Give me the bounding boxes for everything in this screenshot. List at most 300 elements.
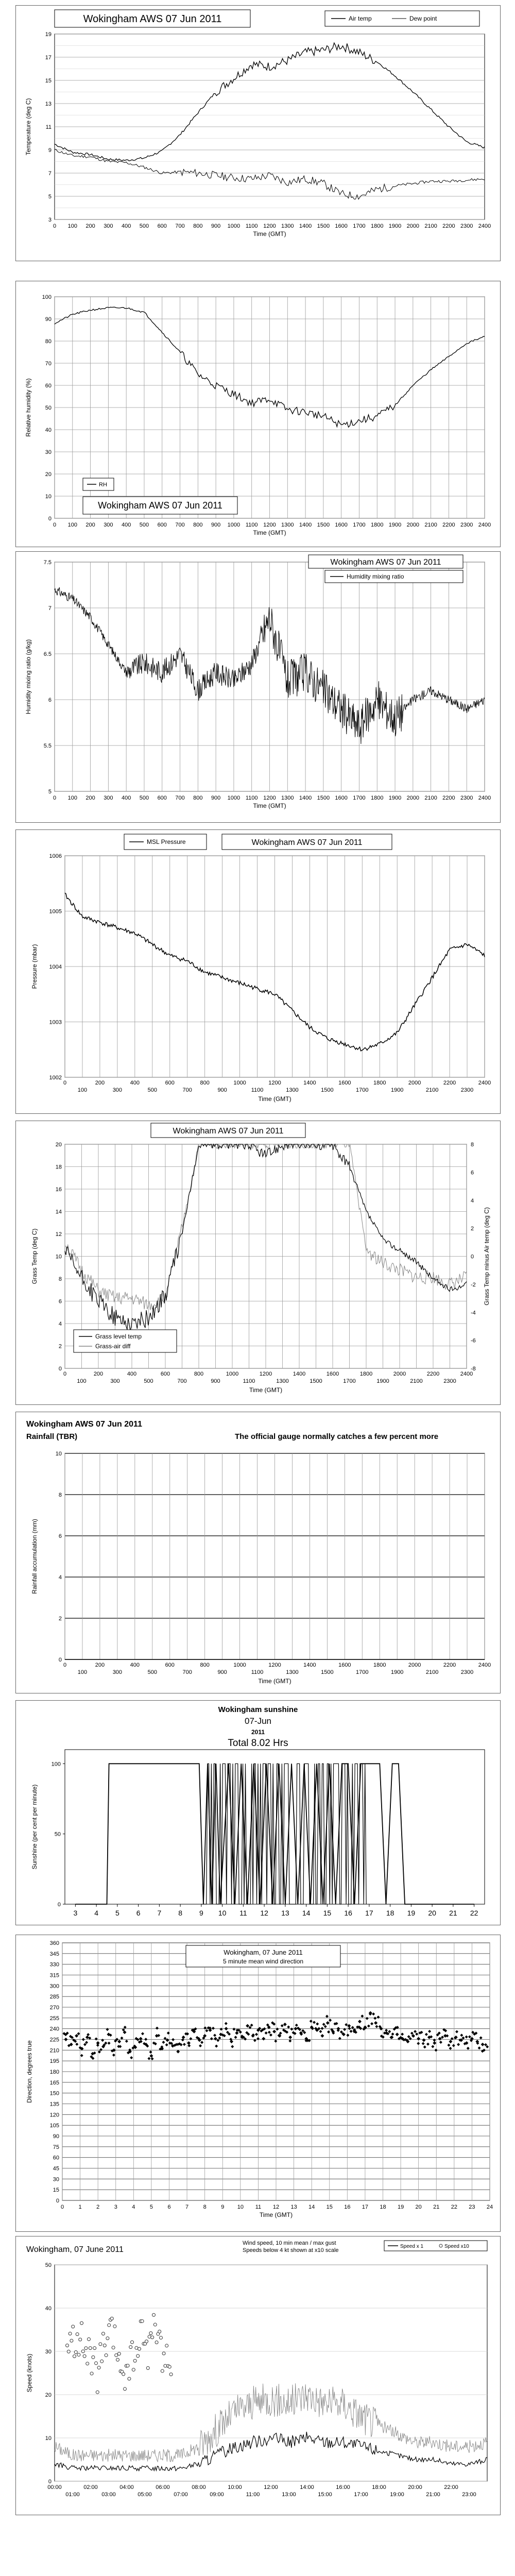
temp-xtick-label: 100 (67, 223, 77, 229)
legend-label: MSL Pressure (147, 838, 186, 845)
grass-xtick-label: 900 (211, 1378, 220, 1384)
chart-note: The official gauge normally catches a few percent more (235, 1432, 439, 1441)
legend-swatch (439, 2244, 442, 2247)
mslp-xtick-label: 1200 (268, 1080, 281, 1086)
rain-xtick-label: 400 (130, 1662, 140, 1668)
rh-xtick-label: 1700 (353, 522, 366, 528)
dir-xtick-label: 9 (221, 2204, 225, 2210)
mslp-xtick-label: 2100 (425, 1087, 439, 1093)
speed-x10-point (128, 2377, 131, 2380)
chart-title: Wokingham AWS 07 Jun 2011 (26, 1420, 142, 1429)
speed-x10-point (96, 2391, 99, 2394)
grass-xtick-label: 1600 (326, 1371, 339, 1377)
wind-xtick-label: 17:00 (354, 2492, 368, 2498)
mslp-xtick-label: 700 (182, 1087, 192, 1093)
mslp-xtick-label: 2300 (460, 1087, 474, 1093)
dir-xtick-label: 0 (60, 2204, 64, 2210)
wind-xtick-label: 13:00 (282, 2492, 296, 2498)
speed-x10-point (80, 2321, 83, 2325)
grass-ytick-label: 0 (58, 1366, 62, 1372)
rain-xtick-label: 1400 (303, 1662, 316, 1668)
speed-x10-point (115, 2353, 118, 2357)
grass-right-ytick-label: 4 (471, 1197, 474, 1204)
sun-xtick-label: 16 (344, 1909, 352, 1917)
temp-ytick-label: 7 (48, 171, 52, 177)
dir-xtick-label: 14 (308, 2204, 315, 2210)
dir-xtick-label: 24 (486, 2204, 493, 2210)
temp-ytick-label: 19 (45, 31, 52, 38)
temp-xtick-label: 800 (193, 223, 203, 229)
dir-ytick-label: 300 (49, 1983, 59, 1990)
chart-svg (16, 830, 500, 1113)
dir-ytick-label: 165 (49, 2079, 59, 2086)
hmr-xtick-label: 2000 (406, 795, 420, 801)
sun-xtick-label: 10 (218, 1909, 227, 1917)
rain-xtick-label: 900 (217, 1669, 227, 1675)
hmr-xtick-label: 1300 (281, 795, 294, 801)
dir-ytick-label: 360 (49, 1940, 59, 1946)
temp-xtick-label: 1800 (371, 223, 384, 229)
rh-ytick-label: 10 (45, 494, 52, 500)
chart-svg (16, 1412, 500, 1693)
grass-right-ytick-label: -4 (471, 1310, 476, 1316)
mslp-xtick-label: 2200 (443, 1080, 456, 1086)
sunshine-chart-panel (15, 1700, 501, 1925)
mslp-xtick-label: 1600 (338, 1080, 351, 1086)
mslp-ytick-label: 1004 (49, 964, 62, 970)
wind-xtick-label: 21:00 (426, 2492, 440, 2498)
grass-xtick-label: 1500 (310, 1378, 322, 1384)
grass-xtick-label: 500 (144, 1378, 153, 1384)
dir-xtick-label: 10 (237, 2204, 244, 2210)
temp-xtick-label: 1700 (353, 223, 366, 229)
hmr-xtick-label: 2200 (442, 795, 455, 801)
mslp-xtick-label: 600 (165, 1080, 175, 1086)
wind-ytick-label: 20 (45, 2392, 52, 2398)
temp-xtick-label: 1500 (317, 223, 330, 229)
dir-xtick-label: 15 (326, 2204, 333, 2210)
dir-ytick-label: 255 (49, 2015, 59, 2022)
speed-x10-point (89, 2347, 92, 2350)
hmr-xtick-label: 2400 (478, 795, 491, 801)
speed-x10-point (86, 2362, 89, 2365)
wind-xtick-label: 22:00 (444, 2484, 458, 2490)
speed-x10-point (105, 2354, 108, 2357)
temp-xtick-label: 2200 (442, 223, 455, 229)
sun-xtick-label: 11 (239, 1909, 247, 1917)
rain-xtick-label: 2400 (478, 1662, 491, 1668)
temp-xtick-label: 2400 (478, 223, 491, 229)
rain-xtick-label: 2300 (460, 1669, 474, 1675)
hmr-xtick-label: 2100 (424, 795, 437, 801)
grass-xtick-label: 200 (93, 1371, 104, 1377)
grass-ytick-label: 10 (55, 1253, 62, 1260)
chart-title: Wokingham AWS 07 Jun 2011 (83, 13, 222, 25)
rain-xtick-label: 1500 (321, 1669, 334, 1675)
chart-subtitle: Rainfall (TBR) (26, 1432, 78, 1441)
hmr-ytick-label: 6 (48, 697, 52, 703)
grass-ytick-label: 8 (58, 1276, 62, 1282)
wind-xtick-label: 20:00 (408, 2484, 422, 2490)
grass-xtick-label: 1000 (226, 1371, 239, 1377)
hmr-xtick-label: 1200 (263, 795, 276, 801)
chart-title: Wokingham, 07 June 2011 (224, 1948, 303, 1956)
speed-x10-point (99, 2343, 102, 2346)
dir-xtick-label: 16 (344, 2204, 351, 2210)
dir-xtick-label: 12 (272, 2204, 280, 2210)
sun-xtick-label: 6 (136, 1909, 141, 1917)
wind-xtick-label: 10:00 (228, 2484, 242, 2490)
mslp-ytick-label: 1002 (49, 1075, 62, 1081)
speed-x10-point (72, 2325, 75, 2328)
sun-ytick-label: 0 (57, 1902, 61, 1908)
rh-xtick-label: 2200 (442, 522, 455, 528)
sun-xtick-label: 12 (260, 1909, 268, 1917)
wind-ytick-label: 10 (45, 2435, 52, 2442)
grass-xtick-label: 2200 (426, 1371, 440, 1377)
speed-x10-point (162, 2352, 165, 2355)
hmr-xtick-label: 300 (104, 795, 113, 801)
x-axis-label: Time (GMT) (258, 1095, 291, 1103)
grass-xtick-label: 1400 (293, 1371, 306, 1377)
chart-svg (16, 1121, 500, 1404)
dir-xtick-label: 17 (362, 2204, 369, 2210)
grass-xtick-label: 2300 (443, 1378, 456, 1384)
speed-x10-point (149, 2332, 152, 2335)
speed-x10-point (151, 2336, 154, 2339)
temp-xtick-label: 2000 (406, 223, 420, 229)
sun-xtick-label: 8 (178, 1909, 183, 1917)
dir-ytick-label: 30 (53, 2176, 59, 2183)
rh-xtick-label: 500 (139, 522, 149, 528)
x-axis-label: Time (GMT) (249, 1386, 283, 1394)
grass-xtick-label: 100 (77, 1378, 87, 1384)
speed-x10-point (81, 2350, 84, 2353)
hmr-xtick-label: 700 (175, 795, 185, 801)
rh-xtick-label: 200 (85, 522, 95, 528)
rh-xtick-label: 1400 (299, 522, 312, 528)
legend-label: Air temp (349, 15, 372, 22)
dir-ytick-label: 0 (56, 2198, 59, 2204)
x-axis-label: Time (GMT) (259, 2211, 293, 2218)
temp-xtick-label: 300 (104, 223, 113, 229)
temp-xtick-label: 2100 (424, 223, 437, 229)
grass-right-ytick-label: 6 (471, 1170, 474, 1176)
rainfall-chart-panel (15, 1412, 501, 1693)
wind-speed-chart-panel (15, 2236, 501, 2515)
temp-xtick-label: 1100 (245, 223, 258, 229)
dir-xtick-label: 22 (451, 2204, 457, 2210)
grass-ytick-label: 6 (58, 1298, 62, 1305)
dir-ytick-label: 330 (49, 1961, 59, 1968)
chart-title: Wokingham sunshine (218, 1705, 298, 1714)
rh-ytick-label: 90 (45, 316, 52, 323)
dir-ytick-label: 180 (49, 2069, 59, 2075)
wind-xtick-label: 00:00 (47, 2484, 62, 2490)
y-axis-label: Sunshine (per cent per minute) (31, 1784, 38, 1870)
sun-xtick-label: 18 (386, 1909, 394, 1917)
wind-xtick-label: 09:00 (210, 2492, 224, 2498)
temp-xtick-label: 700 (175, 223, 185, 229)
wind-xtick-label: 18:00 (372, 2484, 386, 2490)
wind-xtick-label: 07:00 (174, 2492, 188, 2498)
rh-xtick-label: 1600 (335, 522, 348, 528)
sun-xtick-label: 4 (94, 1909, 99, 1917)
grass-ytick-label: 20 (55, 1142, 62, 1148)
rh-ytick-label: 20 (45, 471, 52, 478)
speed-x10-point (116, 2358, 119, 2361)
wind-ytick-label: 0 (48, 2479, 52, 2485)
dir-ytick-label: 45 (53, 2165, 59, 2172)
dir-xtick-label: 1 (78, 2204, 82, 2210)
wind-xtick-label: 06:00 (156, 2484, 170, 2490)
speed-x10-point (95, 2362, 98, 2365)
grass-xtick-label: 1700 (343, 1378, 356, 1384)
speed-x10-point (77, 2353, 80, 2357)
hmr-ytick-label: 5.5 (43, 743, 52, 749)
chart-title: Wokingham, 07 June 2011 (26, 2245, 124, 2254)
speed-x10-point (141, 2319, 144, 2323)
speed-x10-point (148, 2335, 151, 2338)
dir-xtick-label: 7 (185, 2204, 189, 2210)
speed-x10-point (73, 2354, 76, 2358)
grass-xtick-label: 2400 (460, 1371, 473, 1377)
rh-xtick-label: 1000 (227, 522, 241, 528)
dir-ytick-label: 315 (49, 1972, 59, 1979)
legend-label: Grass-air diff (95, 1343, 131, 1350)
y-axis-label: Temperature (deg C) (25, 98, 32, 156)
rain-xtick-label: 200 (95, 1662, 105, 1668)
rain-ytick-label: 6 (58, 1533, 62, 1539)
dir-ytick-label: 75 (53, 2144, 59, 2150)
rain-xtick-label: 1300 (286, 1669, 299, 1675)
dir-ytick-label: 150 (49, 2090, 59, 2097)
grass-xtick-label: 1800 (359, 1371, 373, 1377)
rain-xtick-label: 1000 (233, 1662, 246, 1668)
hmr-xtick-label: 1600 (335, 795, 348, 801)
rain-ytick-label: 2 (58, 1616, 62, 1622)
rain-xtick-label: 2200 (443, 1662, 456, 1668)
rain-xtick-label: 1100 (251, 1669, 264, 1675)
chart-subtitle: Wind speed, 10 min mean / max gust (243, 2240, 336, 2246)
temp-xtick-label: 200 (85, 223, 95, 229)
dir-xtick-label: 13 (290, 2204, 297, 2210)
chart-svg (16, 552, 500, 822)
hmr-xtick-label: 500 (139, 795, 149, 801)
chart-subtitle: 5 minute mean wind direction (222, 1958, 304, 1965)
dir-ytick-label: 120 (49, 2112, 59, 2119)
mslp-xtick-label: 0 (63, 1080, 67, 1086)
sun-xtick-label: 22 (470, 1909, 478, 1917)
hmr-xtick-label: 1700 (353, 795, 366, 801)
grass-xtick-label: 1900 (376, 1378, 389, 1384)
chart-svg (16, 1935, 500, 2231)
plot-area (55, 2265, 487, 2481)
chart-title: Wokingham AWS 07 Jun 2011 (251, 838, 363, 847)
hmr-ytick-label: 7 (48, 605, 52, 612)
wind-xtick-label: 01:00 (65, 2492, 80, 2498)
mslp-xtick-label: 1500 (321, 1087, 334, 1093)
chart-svg (16, 281, 500, 547)
hmr-xtick-label: 900 (211, 795, 221, 801)
rh-ytick-label: 50 (45, 405, 52, 411)
rain-ytick-label: 8 (58, 1492, 62, 1498)
sun-ytick-label: 100 (51, 1761, 61, 1768)
grass-xtick-label: 1200 (259, 1371, 272, 1377)
sun-xtick-label: 5 (115, 1909, 119, 1917)
speed-x10-point (135, 2346, 138, 2349)
hmr-xtick-label: 1100 (245, 795, 258, 801)
rain-xtick-label: 2000 (408, 1662, 421, 1668)
chart-svg (16, 1701, 500, 1925)
speed-x10-point (108, 2324, 111, 2327)
mslp-xtick-label: 200 (95, 1080, 105, 1086)
dir-ytick-label: 90 (53, 2133, 59, 2140)
wind-xtick-label: 14:00 (300, 2484, 314, 2490)
chart-title: Wokingham AWS 07 Jun 2011 (173, 1127, 284, 1136)
dir-xtick-label: 20 (415, 2204, 422, 2210)
speed-x10-point (138, 2347, 141, 2350)
hmr-xtick-label: 2300 (460, 795, 473, 801)
rain-xtick-label: 1200 (268, 1662, 281, 1668)
sun-xtick-label: 21 (449, 1909, 457, 1917)
x-axis-label: Time (GMT) (253, 802, 286, 809)
y-axis-label: Rainfall accumulation (mm) (31, 1519, 38, 1594)
speed-x10-point (146, 2366, 149, 2369)
dir-ytick-label: 225 (49, 2037, 59, 2043)
speed-x10-point (164, 2364, 167, 2367)
rh-xtick-label: 2000 (406, 522, 420, 528)
dir-xtick-label: 5 (149, 2204, 153, 2210)
dir-xtick-label: 19 (397, 2204, 404, 2210)
mslp-xtick-label: 400 (130, 1080, 140, 1086)
chart-title: Wokingham AWS 07 Jun 2011 (98, 500, 222, 511)
rh-xtick-label: 1200 (263, 522, 276, 528)
rain-xtick-label: 0 (63, 1662, 67, 1668)
y-axis-right-label: Grass Temp minus Air temp (deg C) (483, 1207, 490, 1306)
speed-x10-point (169, 2373, 173, 2376)
hmr-ytick-label: 7.5 (43, 560, 52, 566)
speed-x10-point (84, 2347, 88, 2350)
rh-xtick-label: 700 (175, 522, 185, 528)
mslp-xtick-label: 1000 (233, 1080, 246, 1086)
dir-xtick-label: 6 (167, 2204, 171, 2210)
mslp-ytick-label: 1005 (49, 908, 62, 915)
dir-xtick-label: 18 (380, 2204, 386, 2210)
dir-ytick-label: 60 (53, 2155, 59, 2161)
sun-xtick-label: 9 (199, 1909, 203, 1917)
mslp-xtick-label: 1700 (356, 1087, 369, 1093)
rh-ytick-label: 100 (42, 294, 52, 300)
sun-xtick-label: 14 (302, 1909, 311, 1917)
grass-ytick-label: 12 (55, 1231, 62, 1238)
mslp-ytick-label: 1003 (49, 1019, 62, 1026)
temp-ytick-label: 15 (45, 78, 52, 84)
mslp-xtick-label: 1100 (251, 1087, 264, 1093)
grass-right-ytick-label: -2 (471, 1281, 476, 1288)
wind-ytick-label: 30 (45, 2349, 52, 2355)
mslp-xtick-label: 1900 (390, 1087, 404, 1093)
rh-xtick-label: 2300 (460, 522, 473, 528)
hmr-ytick-label: 6.5 (43, 651, 52, 657)
speed-x10-point (76, 2333, 79, 2336)
rain-xtick-label: 800 (200, 1662, 210, 1668)
temp-ytick-label: 17 (45, 55, 52, 61)
temp-ytick-label: 5 (48, 194, 52, 200)
rain-xtick-label: 100 (77, 1669, 88, 1675)
rain-xtick-label: 2100 (425, 1669, 439, 1675)
temp-xtick-label: 600 (157, 223, 167, 229)
chart-date: 07-Jun (245, 1716, 271, 1726)
sun-xtick-label: 3 (73, 1909, 78, 1917)
legend-label: Speed x 1 (400, 2244, 424, 2249)
rh-xtick-label: 0 (53, 522, 57, 528)
sun-xtick-label: 19 (407, 1909, 416, 1917)
grass-ytick-label: 16 (55, 1187, 62, 1193)
rain-xtick-label: 500 (147, 1669, 157, 1675)
speed-x10-point (133, 2359, 136, 2362)
temp-xtick-label: 2300 (460, 223, 473, 229)
temp-xtick-label: 500 (139, 223, 149, 229)
rh-xtick-label: 1100 (245, 522, 258, 528)
speed-x10-point (160, 2336, 163, 2339)
sun-xtick-label: 17 (365, 1909, 373, 1917)
speed-x10-point (168, 2365, 171, 2368)
grass-xtick-label: 2100 (410, 1378, 423, 1384)
dir-xtick-label: 23 (469, 2204, 475, 2210)
speed-x10-point (117, 2352, 121, 2355)
chart-total: Total 8.02 Hrs (228, 1738, 288, 1749)
dir-ytick-label: 270 (49, 2005, 59, 2011)
temp-xtick-label: 1200 (263, 223, 276, 229)
wind-xtick-label: 11:00 (246, 2492, 260, 2498)
hmr-xtick-label: 400 (121, 795, 131, 801)
sun-xtick-label: 7 (157, 1909, 162, 1917)
mslp-xtick-label: 300 (112, 1087, 123, 1093)
speed-x10-point (155, 2341, 158, 2344)
speed-x10-point (88, 2337, 91, 2341)
speed-x10-point (129, 2346, 132, 2349)
grass-right-ytick-label: -8 (471, 1366, 476, 1372)
speed-x10-point (74, 2351, 77, 2354)
rh-ytick-label: 80 (45, 338, 52, 345)
rain-xtick-label: 1600 (338, 1662, 351, 1668)
wind-xtick-label: 03:00 (101, 2492, 116, 2498)
dir-ytick-label: 195 (49, 2058, 59, 2065)
grass-xtick-label: 0 (63, 1371, 67, 1377)
legend-label: Speed x10 (444, 2244, 469, 2249)
speed-x10-point (126, 2364, 129, 2367)
grass-right-ytick-label: 2 (471, 1226, 474, 1232)
speed-x10-point (83, 2354, 86, 2358)
hmr-xtick-label: 1900 (388, 795, 402, 801)
grass-xtick-label: 2000 (393, 1371, 406, 1377)
rh-ytick-label: 30 (45, 449, 52, 455)
rh-xtick-label: 300 (104, 522, 113, 528)
temperature-chart-panel (15, 5, 501, 261)
y-axis-label: Direction, degrees true (26, 2040, 33, 2103)
dir-xtick-label: 2 (96, 2204, 100, 2210)
wind-ytick-label: 50 (45, 2262, 52, 2268)
speed-x10-point (103, 2344, 106, 2347)
speed-x10-point (152, 2313, 156, 2316)
grass-right-ytick-label: 8 (471, 1142, 474, 1148)
speed-x10-point (113, 2325, 116, 2328)
dir-ytick-label: 135 (49, 2101, 59, 2108)
speed-x10-point (70, 2339, 73, 2342)
temp-xtick-label: 1300 (281, 223, 294, 229)
rh-xtick-label: 1900 (388, 522, 402, 528)
